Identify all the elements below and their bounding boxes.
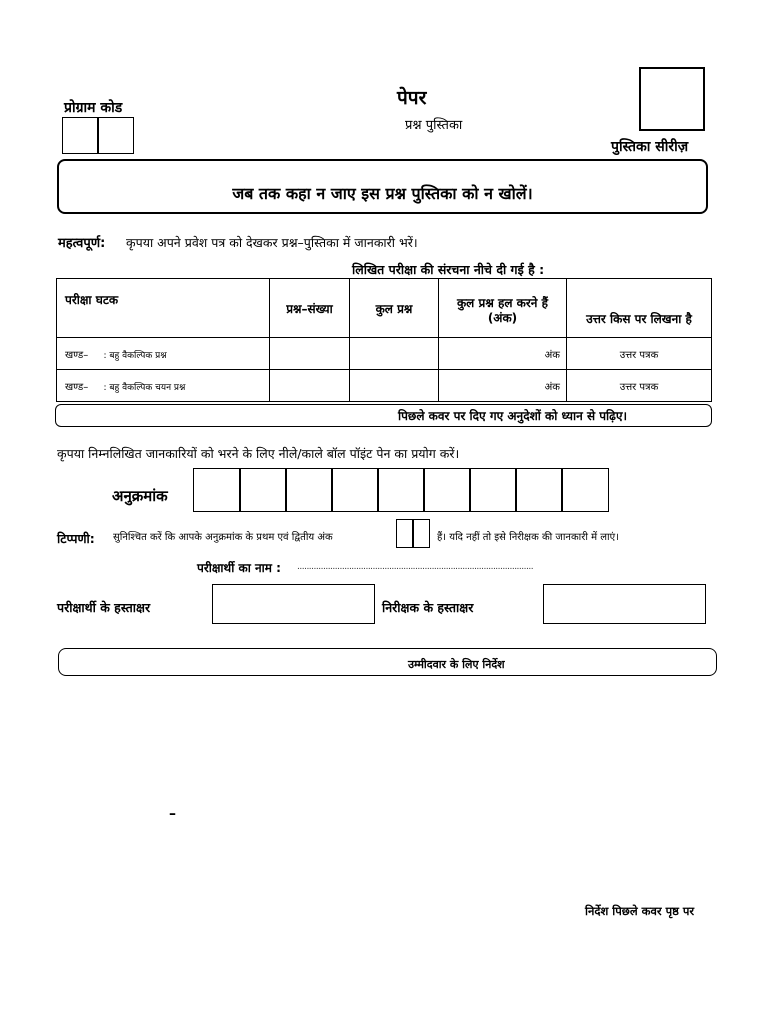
total-cell[interactable]: [350, 338, 439, 370]
roll-number-box-3[interactable]: [285, 468, 333, 512]
roll-number-box-4[interactable]: [331, 468, 379, 512]
section-type: : बहु वैकल्पिक चयन प्रश्न: [103, 382, 186, 393]
important-label: महत्वपूर्ण:: [58, 236, 106, 251]
column-header: प्रश्न–संख्या: [286, 301, 333, 316]
roll-number-box-6[interactable]: [423, 468, 471, 512]
footer-note: निर्देश पिछले कवर पृष्ठ पर: [585, 904, 695, 918]
warning-text: जब तक कहा न जाए इस प्रश्न पुस्तिका को न खोलें।: [232, 184, 533, 203]
marks-label: अंक: [544, 349, 560, 361]
roll-number-label: अनुक्रमांक: [112, 487, 168, 505]
table-row: [57, 370, 712, 402]
roll-number-box-9[interactable]: [561, 468, 609, 512]
roll-number-box-2[interactable]: [239, 468, 287, 512]
remark-text-after: हैं। यदि नहीं तो इसे निरीक्षक की जानकारी में लाएं।: [437, 532, 619, 543]
roll-number-box-8[interactable]: [515, 468, 563, 512]
candidate-name-label: परीक्षार्थी का नाम :: [197, 561, 281, 575]
second-digit-box[interactable]: [412, 519, 430, 548]
program-code-box-2[interactable]: [97, 117, 134, 154]
page-subtitle: प्रश्न पुस्तिका: [405, 118, 463, 133]
header-cell-answer-on: [567, 279, 712, 338]
question-no-cell[interactable]: [270, 338, 350, 370]
important-text: कृपया अपने प्रवेश पत्र को देखकर प्रश्न–पुस्तिका में जानकारी भरें।: [126, 235, 418, 250]
marks-label: अंक: [544, 381, 560, 393]
section-type: : बहु वैकल्पिक प्रश्न: [103, 350, 167, 361]
booklet-series-label: पुस्तिका सीरीज़: [611, 139, 689, 155]
candidate-name-field[interactable]: ....................................................................................................: [297, 563, 534, 572]
column-header: कुल प्रश्न: [375, 301, 413, 316]
instructions-banner-text: उम्मीदवार के लिए निर्देश: [408, 658, 505, 671]
header-cell-component: [57, 279, 270, 338]
roll-number-box-1[interactable]: [193, 468, 241, 512]
column-header: परीक्षा घटक: [65, 293, 119, 307]
total-cell[interactable]: [350, 370, 439, 402]
roll-number-box-5[interactable]: [377, 468, 425, 512]
roll-number-box-7[interactable]: [469, 468, 517, 512]
candidate-signature-label: परीक्षार्थी के हस्ताक्षर: [57, 600, 151, 615]
answer-on-label: उत्तर पत्रक: [619, 381, 659, 393]
structure-heading: लिखित परीक्षा की संरचना नीचे दी गई है :: [352, 262, 545, 277]
invigilator-signature-box[interactable]: [543, 584, 706, 624]
column-header: कुल प्रश्न हल करने हैं (अंक): [456, 296, 549, 325]
column-header: उत्तर किस पर लिखना है: [586, 311, 692, 326]
page-title: पेपर: [397, 87, 427, 109]
pen-instruction: कृपया निम्नलिखित जानकारियों को भरने के लिए नीले/काले बॉल पॉइंट पेन का प्रयोग करें।: [57, 446, 460, 461]
answer-on-cell: [567, 338, 712, 370]
remark-text-before: सुनिश्चित करें कि आपके अनुक्रमांक के प्रथम एवं द्वितीय अंक: [113, 532, 333, 543]
remark-label: टिप्पणी:: [57, 531, 95, 546]
section-label: खण्ड–: [65, 349, 89, 361]
section-cell: [57, 370, 270, 402]
header-cell-total: [350, 279, 439, 338]
answer-on-label: उत्तर पत्रक: [619, 349, 659, 361]
marks-cell: [439, 338, 567, 370]
program-code-box-1[interactable]: [62, 117, 99, 154]
answer-on-cell: [567, 370, 712, 402]
header-cell-question-no: [270, 279, 350, 338]
program-code-label: प्रोग्राम कोड: [64, 100, 123, 116]
section-cell: [57, 338, 270, 370]
booklet-series-box[interactable]: [639, 67, 705, 131]
instructions-banner: [58, 648, 717, 676]
candidate-signature-box[interactable]: [212, 584, 375, 624]
exam-structure-table: [56, 278, 712, 402]
question-no-cell[interactable]: [270, 370, 350, 402]
section-label: खण्ड–: [65, 381, 89, 393]
dash-mark: –: [169, 806, 176, 822]
invigilator-signature-label: निरीक्षक के हस्ताक्षर: [382, 600, 474, 615]
marks-cell: [439, 370, 567, 402]
header-cell-to-solve: [439, 279, 567, 338]
table-row: [57, 338, 712, 370]
read-instructions-text: पिछले कवर पर दिए गए अनुदेशों को ध्यान से पढ़िए।: [398, 409, 628, 423]
